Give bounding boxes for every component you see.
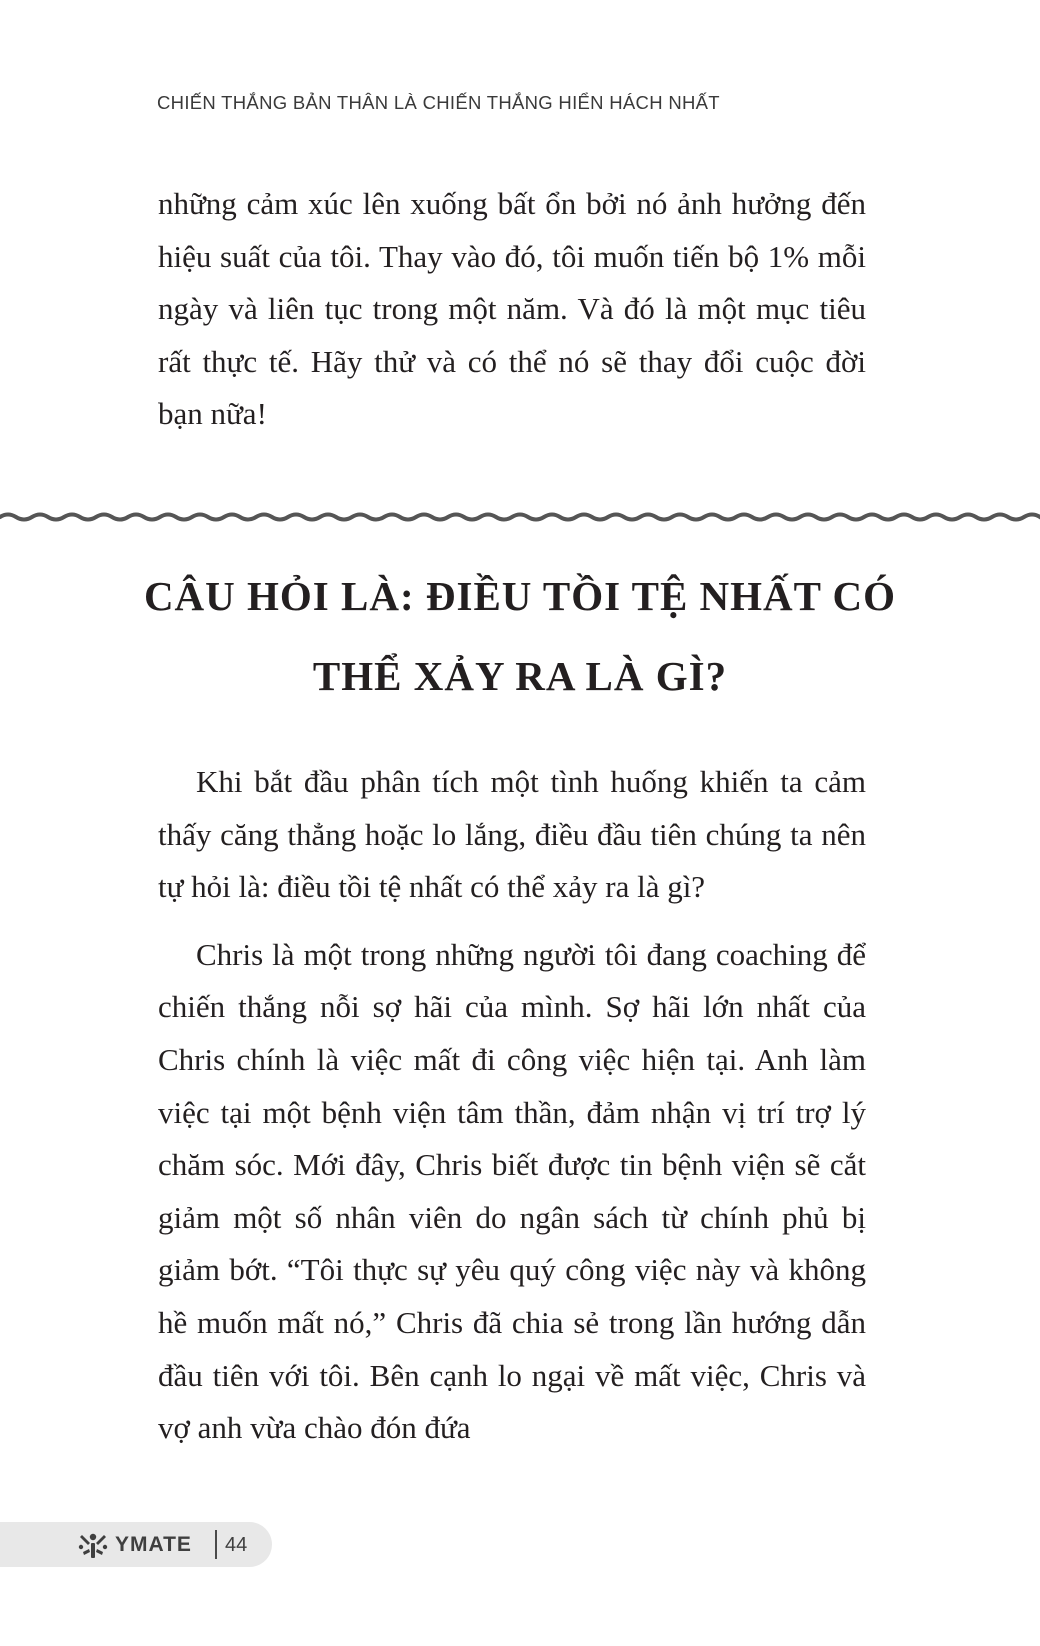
body-paragraph-2: Chris là một trong những người tôi đang coaching để chiến thắng nỗi sợ hãi của mình. Sợ hãi lớn nhất của Chris chính là việc mất đi công việc hiện tại. Anh làm việc tại một bệnh viện tâm thần, đảm nhận vị trí trợ lý chăm sóc. Mới đây, Chris biết được tin bệnh viện sẽ cắt giảm một số nhân viên do ngân sách từ chính phủ bị giảm bớt. “Tôi thực sự yêu quý công việc này và không hề muốn mất nó,” Chris đã chia sẻ trong lần hướng dẫn đầu tiên với tôi. Bên cạnh lo ngại về mất việc, Chris và vợ anh vừa chào đón đứa [158, 936, 866, 1446]
section-title-line-2: THỂ XẢY RA LÀ GÌ? [312, 653, 728, 699]
footer-divider [215, 1530, 217, 1559]
section-body [158, 756, 866, 1455]
running-header: CHIẾN THẮNG BẢN THÂN LÀ CHIẾN THẮNG HIỂN HÁCH NHẤT [157, 92, 720, 113]
body-paragraph-1: Khi bắt đầu phân tích một tình huống khiến ta cảm thấy căng thẳng hoặc lo lắng, điều đầu tiên chúng ta nên tự hỏi là: điều tồi tệ nhất có thể xảy ra là gì? [158, 764, 866, 905]
publisher-brand: YMATE [115, 1533, 192, 1556]
page-number: 44 [225, 1534, 248, 1556]
section-title [110, 556, 930, 716]
ymate-logo-icon [76, 1528, 110, 1562]
section-title-line-1: CÂU HỎI LÀ: ĐIỀU TỒI TỆ NHẤT CÓ [143, 573, 897, 619]
intro-paragraph: những cảm xúc lên xuống bất ổn bởi nó ảnh hưởng đến hiệu suất của tôi. Thay vào đó, tôi muốn tiến bộ 1% mỗi ngày và liên tục trong một năm. Và đó là một mục tiêu rất thực tế. Hãy thử và có thể nó sẽ thay đổi cuộc đời bạn nữa! [158, 186, 866, 432]
intro-paragraph-block [158, 178, 866, 441]
wave-divider [0, 506, 1040, 528]
